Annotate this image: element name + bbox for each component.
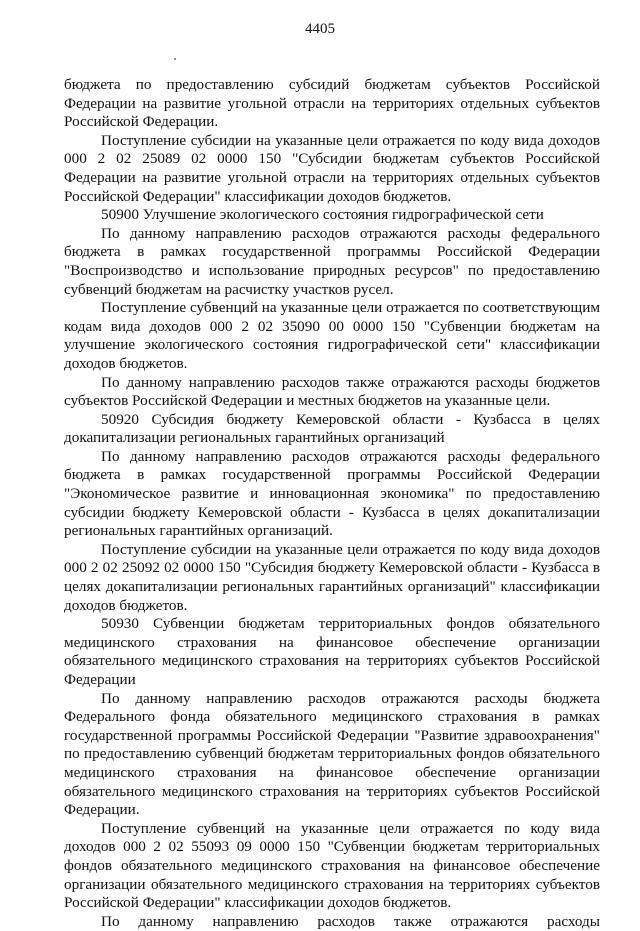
heading-50920: 50920 Субсидия бюджету Кемеровской области - Кузбасса в целях докапитализации региональных гарантийных организаций xyxy=(64,410,600,447)
paragraph-50930-description: По данному направлению расходов отражаются расходы бюджета Федерального фонда обязательного медицинского страхования в рамках государственной программы Российской Федерации "Развитие здравоохранения" по предоставлению субвенций бюджетам территориальных фондов обязательного медицинского страхования на финансовое обеспечение организации обязательного медицинского страхования на территориях субъектов Российской Федерации. xyxy=(64,689,600,819)
paragraph-50900-also: По данному направлению расходов также отражаются расходы бюджетов субъектов Российской Федерации и местных бюджетов на указанные цели. xyxy=(64,373,600,410)
heading-50930: 50930 Субвенции бюджетам территориальных фондов обязательного медицинского страхования на финансовое обеспечение организации обязательного медицинского страхования на территориях субъектов Российской Федерации xyxy=(64,615,600,688)
paragraph-50920-description: По данному направлению расходов отражаются расходы федерального бюджета в рамках государственной программы Российской Федерации "Экономическое развитие и инновационная экономика" по предоставлению субсидии бюджету Кемеровской области - Кузбасса в целях докапитализации региональных гарантийных организаций. xyxy=(64,447,600,540)
paragraph-income-code-55093: Поступление субвенций на указанные цели отражается по коду вида доходов 000 2 02 55093 09 0000 150 "Субвенции бюджетам территориальных фондов обязательного медицинского страхования на финансовое обеспечение организации обязательного медицинского страхования на территориях субъектов Российской Федерации" классификации доходов бюджетов. xyxy=(64,819,600,912)
paragraph-income-code-25092: Поступление субсидии на указанные цели отражается по коду вида доходов 000 2 02 25092 02 0000 150 "Субсидия бюджету Кемеровской области - Кузбасса в целях докапитализации региональных гарантийных организаций" классификации доходов бюджетов. xyxy=(64,540,600,614)
paragraph-income-code-25089: Поступление субсидии на указанные цели отражается по коду вида доходов 000 2 02 25089 02 0000 150 "Субсидии бюджетам субъектов Российской Федерации на развитие угольной отрасли на территориях отдельных субъектов Российской Федерации" классификации доходов бюджетов. xyxy=(64,131,600,205)
heading-50900: 50900 Улучшение экологического состояния гидрографической сети xyxy=(101,206,544,224)
document-body xyxy=(64,76,600,931)
scan-artifact xyxy=(174,58,176,60)
paragraph-50900-description: По данному направлению расходов отражаются расходы федерального бюджета в рамках государственной программы Российской Федерации "Воспроизводство и использование природных ресурсов" по предоставлению субвенций бюджетам на расчистку участков русел. xyxy=(64,224,600,298)
paragraph-income-code-35090: Поступление субвенций на указанные цели отражается по соответствующим кодам вида доходов 000 2 02 35090 00 0000 150 "Субвенции бюджетам на улучшение экологического состояния гидрографической сети" классификации доходов бюджетов. xyxy=(64,299,600,372)
paragraph-continuation: бюджета по предоставлению субсидий бюджетам субъектов Российской Федерации на развитие угольной отрасли на территориях отдельных субъектов Российской Федерации. xyxy=(64,76,600,131)
paragraph-truncated: По данному направлению расходов также отражаются расходы xyxy=(101,912,600,930)
page-number: 4405 xyxy=(305,21,335,37)
